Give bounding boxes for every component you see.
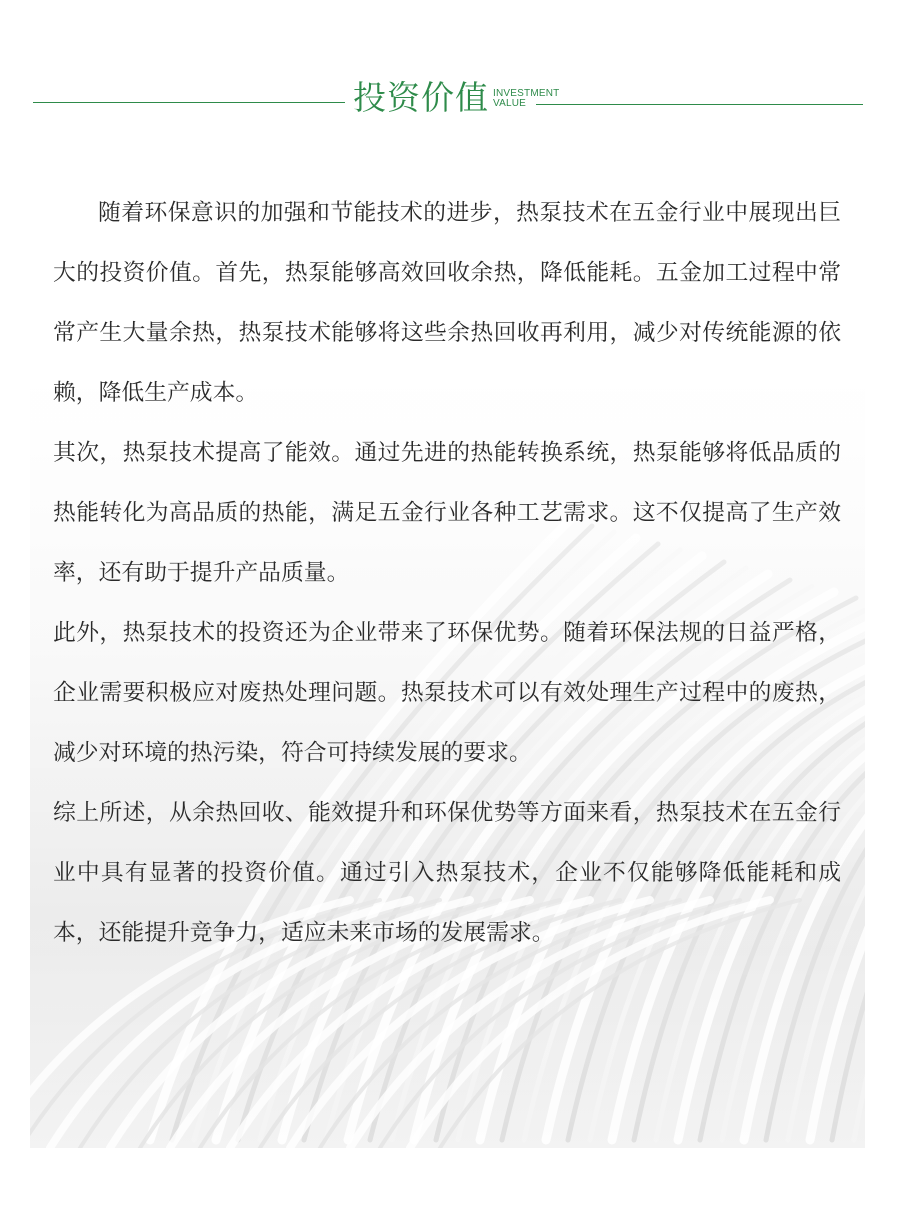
header-rule-right [536, 104, 863, 105]
paragraph-1: 随着环保意识的加强和节能技术的进步，热泵技术在五金行业中展现出巨大的投资价值。首先，热泵能够高效回收余热，降低能耗。五金加工过程中常常产生大量余热，热泵技术能够将这些余热回收再利用，减少对传统能源的依赖，降低生产成本。 [53, 200, 841, 406]
paragraph-4: 综上所述，从余热回收、能效提升和环保优势等方面来看，热泵技术在五金行业中具有显著的投资价值。通过引入热泵技术，企业不仅能够降低能耗和成本，还能提升竞争力，适应未来市场的发展需求。 [53, 800, 841, 946]
paragraph-2: 其次，热泵技术提高了能效。通过先进的热能转换系统，热泵能够将低品质的热能转化为高品质的热能，满足五金行业各种工艺需求。这不仅提高了生产效率，还有助于提升产品质量。 [53, 440, 841, 586]
section-title: 投资价值 [353, 78, 489, 117]
article-body [53, 183, 841, 963]
header-rule-left [33, 102, 345, 103]
subtitle-line-2: VALUE [493, 98, 527, 109]
section-header [33, 74, 863, 122]
section-subtitle [493, 89, 559, 109]
paragraph-3: 此外，热泵技术的投资还为企业带来了环保优势。随着环保法规的日益严格，企业需要积极应对废热处理问题。热泵技术可以有效处理生产过程中的废热，减少对环境的热污染，符合可持续发展的要求。 [53, 620, 841, 766]
subtitle-line-1: INVESTMENT [493, 88, 560, 99]
